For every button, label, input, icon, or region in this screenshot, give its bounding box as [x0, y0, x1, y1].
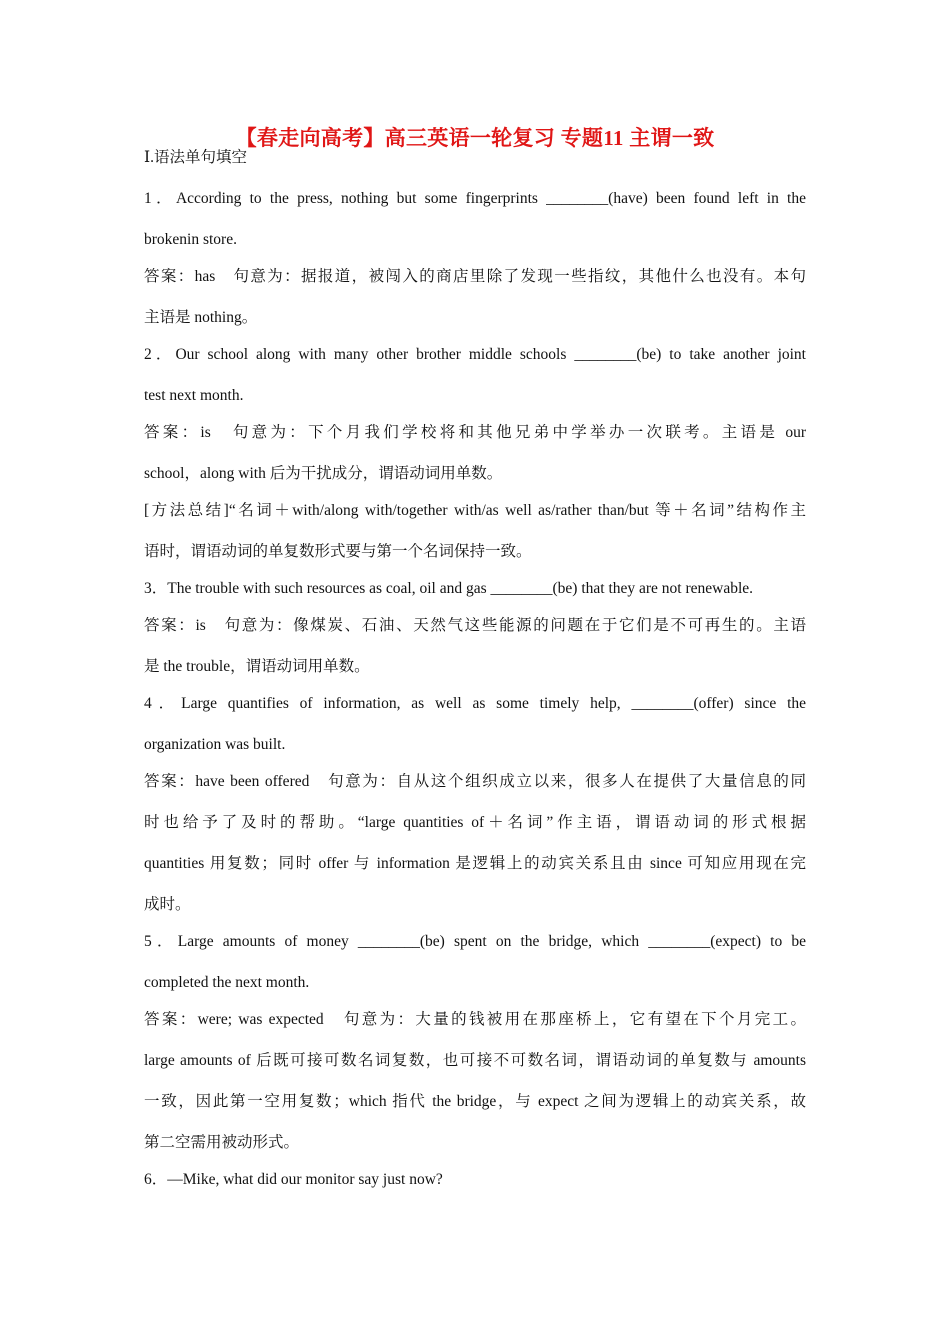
question-2-line-2: test next month.: [144, 387, 244, 404]
question-4-line-2: organization was built.: [144, 736, 286, 753]
question-5-line-1: 5．Large amounts of money ________(be) spent on the bridge, which ________(expect) to be: [144, 933, 806, 950]
answer-5-line-1: 答案：were; was expected 句意为：大量的钱被用在那座桥上，它有望在下个月完工。: [144, 1011, 806, 1028]
answer-3-line-1: 答案：is 句意为：像煤炭、石油、天然气这些能源的问题在于它们是不可再生的。主语: [144, 617, 806, 634]
answer-2-line-2: school，along with 后为干扰成分，谓语动词用单数。: [144, 465, 503, 482]
question-1-line-2: brokenin store.: [144, 231, 237, 248]
answer-5-line-3: 一致，因此第一空用复数；which 指代 the bridge，与 expect 之间为逻辑上的动宾关系，故: [144, 1093, 806, 1110]
answer-1-line-1: 答案：has 句意为：据报道，被闯入的商店里除了发现一些指纹，其他什么也没有。本句: [144, 268, 806, 285]
question-2-line-1: 2．Our school along with many other brother middle schools ________(be) to take another joint: [144, 346, 806, 363]
answer-4-line-2: 时也给予了及时的帮助。“large quantities of＋名词”作主语，谓语动词的形式根据: [144, 814, 806, 831]
question-1-line-1: 1．According to the press, nothing but some fingerprints ________(have) been found left in the: [144, 190, 806, 207]
section-heading: Ⅰ.语法单句填空: [144, 149, 247, 166]
question-4-line-1: 4．Large quantifies of information, as well as some timely help, ________(offer) since the: [144, 695, 806, 712]
question-6-line-1: 6．—Mike, what did our monitor say just now?: [144, 1171, 443, 1188]
document-title: 【春走向高考】高三英语一轮复习 专题11 主谓一致: [235, 126, 715, 150]
question-5-line-2: completed the next month.: [144, 974, 310, 991]
answer-4-line-3: quantities 用复数；同时 offer 与 information 是逻辑上的动宾关系且由 since 可知应用现在完: [144, 855, 806, 872]
answer-4-line-1: 答案：have been offered 句意为：自从这个组织成立以来，很多人在提供了大量信息的同: [144, 773, 806, 790]
answer-3-line-2: 是 the trouble，谓语动词用单数。: [144, 658, 370, 675]
answer-5-line-2: large amounts of 后既可接可数名词复数，也可接不可数名词，谓语动词的单复数与 amounts: [144, 1052, 806, 1069]
answer-4-line-4: 成时。: [144, 896, 191, 913]
answer-1-line-2: 主语是 nothing。: [144, 309, 258, 326]
method-summary-line-2: 语时，谓语动词的单复数形式要与第一个名词保持一致。: [144, 543, 532, 560]
method-summary-line-1: [方法总结]“名词＋with/along with/together with/as well as/rather than/but 等＋名词”结构作主: [144, 502, 806, 519]
question-3-line-1: 3．The trouble with such resources as coal, oil and gas ________(be) that they are not renewable.: [144, 580, 754, 597]
answer-5-line-4: 第二空需用被动形式。: [144, 1134, 300, 1151]
answer-2-line-1: 答案：is 句意为：下个月我们学校将和其他兄弟中学举办一次联考。主语是 our: [144, 424, 806, 441]
